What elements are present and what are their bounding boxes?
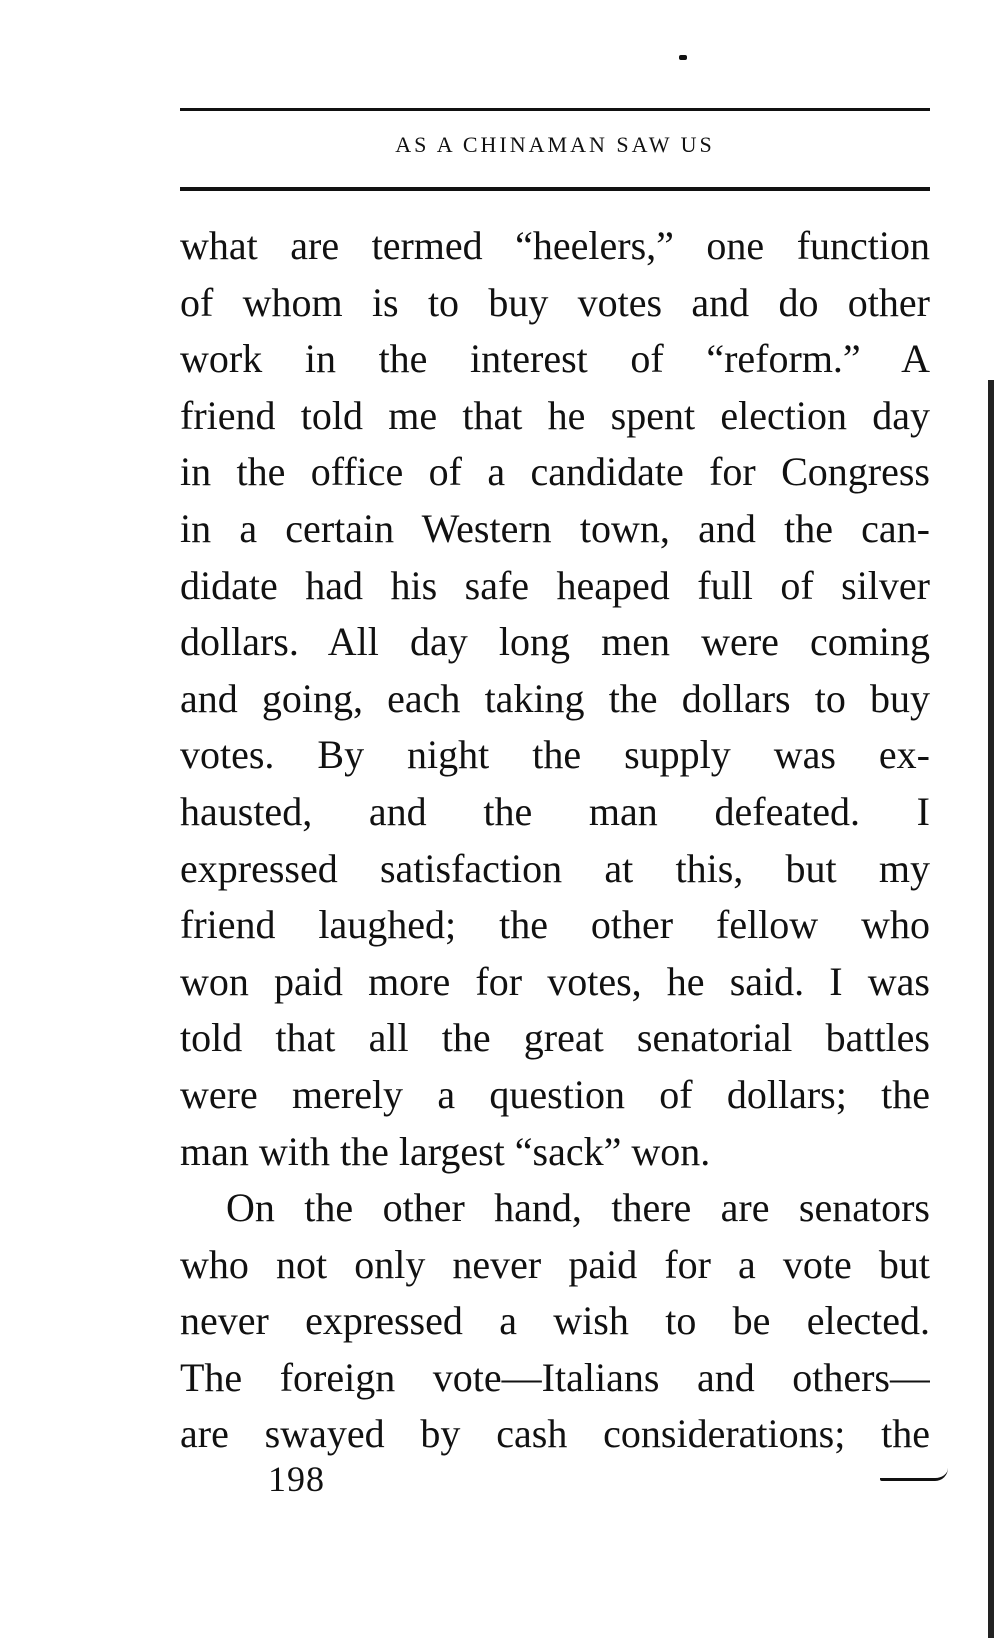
text-line: hausted, and the man defeated. I (180, 788, 930, 834)
paragraph-end-line: man with the largest “sack” won. (180, 1128, 711, 1174)
binding-edge (988, 380, 994, 1638)
text-line: never expressed a wish to be elected. (180, 1298, 930, 1344)
text-line: and going, each taking the dollars to buy (180, 675, 930, 721)
header-rule-bottom (180, 187, 930, 191)
text-line: of whom is to buy votes and do other (180, 279, 930, 325)
text-line: The foreign vote—Italians and others— (180, 1354, 930, 1400)
text-line: told that all the great senatorial battles (180, 1015, 930, 1061)
text-line: work in the interest of “reform.” A (180, 336, 930, 382)
ink-speck (679, 55, 687, 60)
text-line: didate had his safe heaped full of silver (180, 562, 930, 608)
text-line: who not only never paid for a vote but (180, 1241, 930, 1287)
running-head: AS A CHINAMAN SAW US (395, 132, 715, 157)
catchword-swash (880, 1468, 948, 1481)
page-number: 198 (268, 1459, 325, 1499)
text-line: in a certain Western town, and the can- (180, 505, 930, 551)
text-line: friend laughed; the other fellow who (180, 902, 930, 948)
text-line: are swayed by cash considerations; the (180, 1411, 930, 1457)
text-line: in the office of a candidate for Congress (180, 449, 930, 495)
body-text (180, 218, 930, 1463)
text-line: what are termed “heelers,” one function (180, 223, 930, 268)
text-line: votes. By night the supply was ex- (180, 732, 930, 778)
text-line: won paid more for votes, he said. I was (180, 958, 930, 1004)
text-line: friend told me that he spent election day (180, 392, 930, 438)
paragraph-start-line: On the other hand, there are senators (226, 1185, 930, 1231)
text-line: were merely a question of dollars; the (180, 1071, 930, 1117)
text-line: dollars. All day long men were coming (180, 619, 930, 665)
header-rule-top (180, 108, 930, 111)
text-line: expressed satisfaction at this, but my (180, 845, 930, 891)
